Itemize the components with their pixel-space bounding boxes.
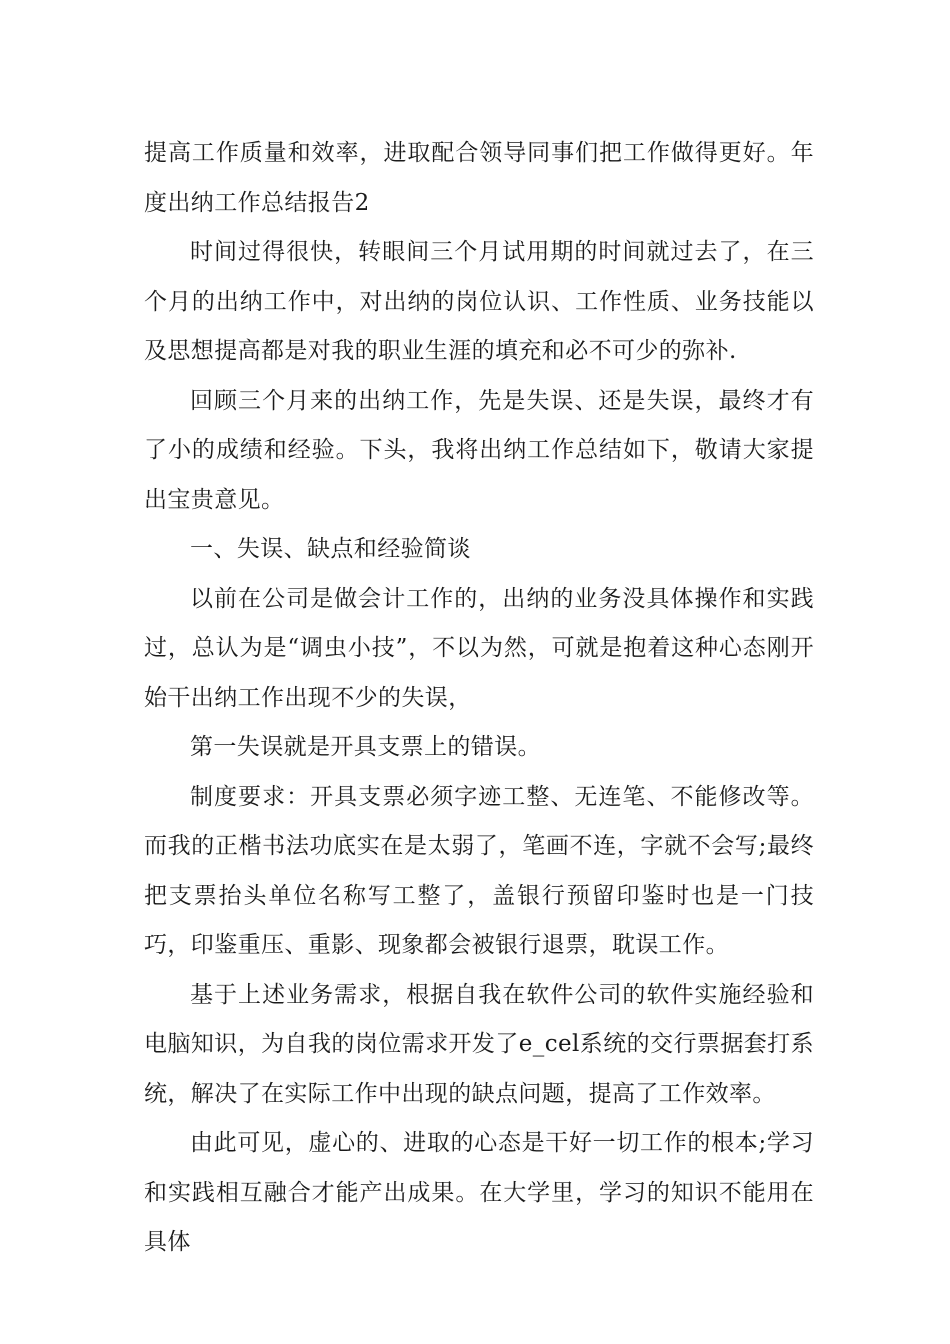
paragraph-3: 回顾三个月来的出纳工作，先是失误、还是失误，最终才有了小的成绩和经验。下头，我将出纳工作总结如下，敬请大家提出宝贵意见。 xyxy=(144,387,814,513)
paragraph-2: 时间过得很快，转眼间三个月试用期的时间就过去了，在三个月的出纳工作中，对出纳的岗位认识、工作性质、业务技能以及思想提高都是对我的职业生涯的填充和必不可少的弥补. xyxy=(144,239,814,364)
paragraph-4: 以前在公司是做会计工作的，出纳的业务没具体操作和实践过，总认为是“调虫小技”，不以为然，可就是抱着这种心态刚开始干出纳工作出现不少的失误， xyxy=(144,585,814,711)
paragraph-7: 基于上述业务需求，根据自我在软件公司的软件实施经验和电脑知识，为自我的岗位需求开发了e_cel系统的交行票据套打系统，解决了在实际工作中出现的缺点问题，提高了工作效率。 xyxy=(144,981,814,1107)
paragraph-5: 第一失误就是开具支票上的错误。 xyxy=(190,734,541,760)
section-heading: 一、失误、缺点和经验简谈 xyxy=(190,536,471,562)
document-body xyxy=(144,129,814,1268)
paragraph-1: 提高工作质量和效率，进取配合领导同事们把工作做得更好。年度出纳工作总结报告2 xyxy=(144,140,814,216)
paragraph-6: 制度要求：开具支票必须字迹工整、无连笔、不能修改等。而我的正楷书法功底实在是太弱了，笔画不连，字就不会写;最终把支票抬头单位名称写工整了，盖银行预留印鉴时也是一门技巧，印鉴重压、重影、现象都会被银行退票，耽误工作。 xyxy=(144,783,814,958)
paragraph-8: 由此可见，虚心的、进取的心态是干好一切工作的根本;学习和实践相互融合才能产出成果。在大学里，学习的知识不能用在具体 xyxy=(144,1130,814,1255)
